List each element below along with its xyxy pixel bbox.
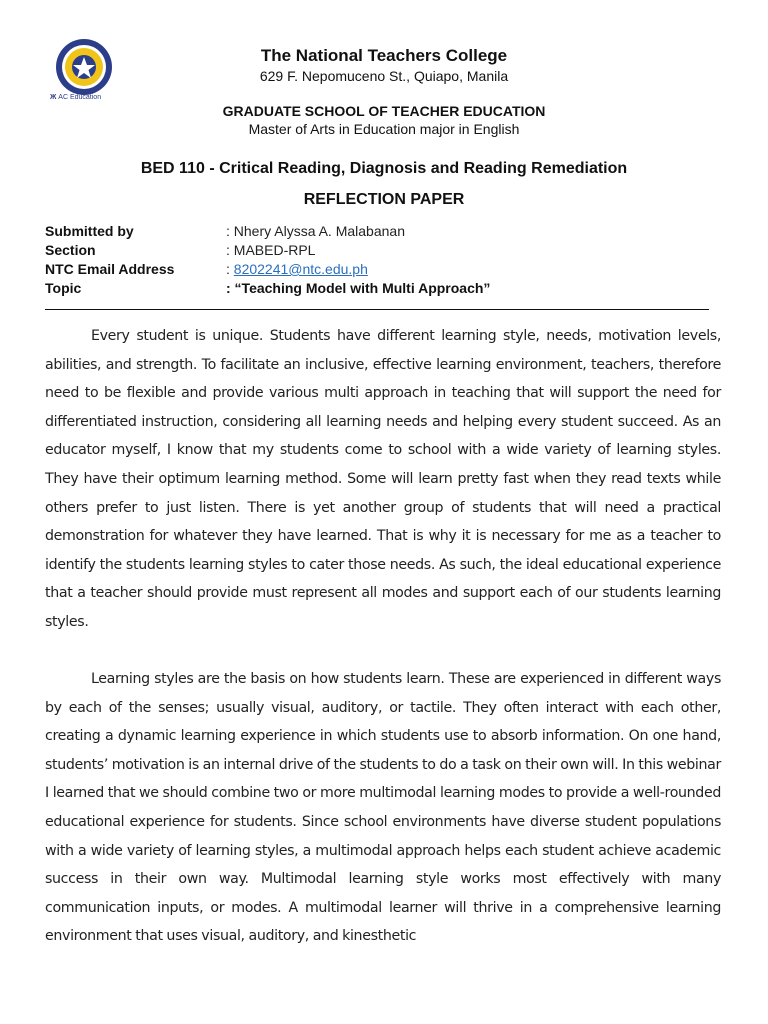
info-row-submitted-by [45,222,725,241]
info-row-section [45,241,725,260]
body-paragraph [45,665,721,951]
logo-caption: Ж AC Education [50,94,102,101]
email-prefix: : [226,261,234,277]
header-divider [45,309,709,310]
body-paragraph [45,322,721,637]
topic-label: Topic [45,280,82,296]
info-row-email [45,260,725,279]
submission-info [45,222,725,298]
submitted-by-value: : Nhery Alyssa A. Malabanan [226,223,405,239]
paper-type: REFLECTION PAPER [303,191,465,208]
school-name: GRADUATE SCHOOL OF TEACHER EDUCATION [222,103,546,119]
paragraph-text: Every student is unique. Students have different learning style, needs, motivation levels, abilities, and strength. To facilitate an inclusive, effective learning environment, teachers, therefore need to be flexible and provide various multi approach in teaching that will support the need for differentiated instruction, considering all learning needs and helping every student succeed. As an educator myself, I know that my students come to school with a wide variety of learning styles. They have their optimum learning method. Some will learn pretty fast when they read texts while others prefer to just listen. There is yet another group of students that will need a practical demonstration for whatever they have learned. That is why it is necessary for me as a teacher to identify the students learning styles to cater those needs. As such, the ideal educational experience that a teacher should provide must represent all modes and support each of our students learning styles. [45,328,721,630]
section-label: Section [45,242,96,258]
college-address: 629 F. Nepomuceno St., Quiapo, Manila [259,68,509,84]
paragraph-text: Learning styles are the basis on how students learn. These are experienced in different ways by each of the senses; usually visual, auditory, or tactile. They often interact with each other, creating a dynamic learning experience in which students use to absorb information. On one hand, students’ motivation is an internal drive of the students to do a task on their own will. In this webinar I learned that we should combine two or more multimodal learning modes to provide a well-rounded educational experience for students. Since school environments have diverse student populations with a wide variety of learning styles, a multimodal approach helps each student achieve academic success in their own way. Multimodal learning style works most effectively with many communication inputs, or modes. A multimodal learner will thrive in a comprehensive learning environment that uses visual, auditory, and kinesthetic [45,671,721,945]
email-label: NTC Email Address [45,261,175,277]
submitted-by-label: Submitted by [45,223,134,239]
info-row-topic [45,279,725,298]
email-value [226,260,368,279]
topic-value: : “Teaching Model with Multi Approach” [226,280,491,296]
section-value: : MABED-RPL [226,242,316,258]
email-link[interactable]: 8202241@ntc.edu.ph [233,261,368,277]
course-title: BED 110 - Critical Reading, Diagnosis and Reading Remediation [140,160,628,177]
program-name: Master of Arts in Education major in English [248,121,520,137]
college-name: The National Teachers College [260,46,508,65]
